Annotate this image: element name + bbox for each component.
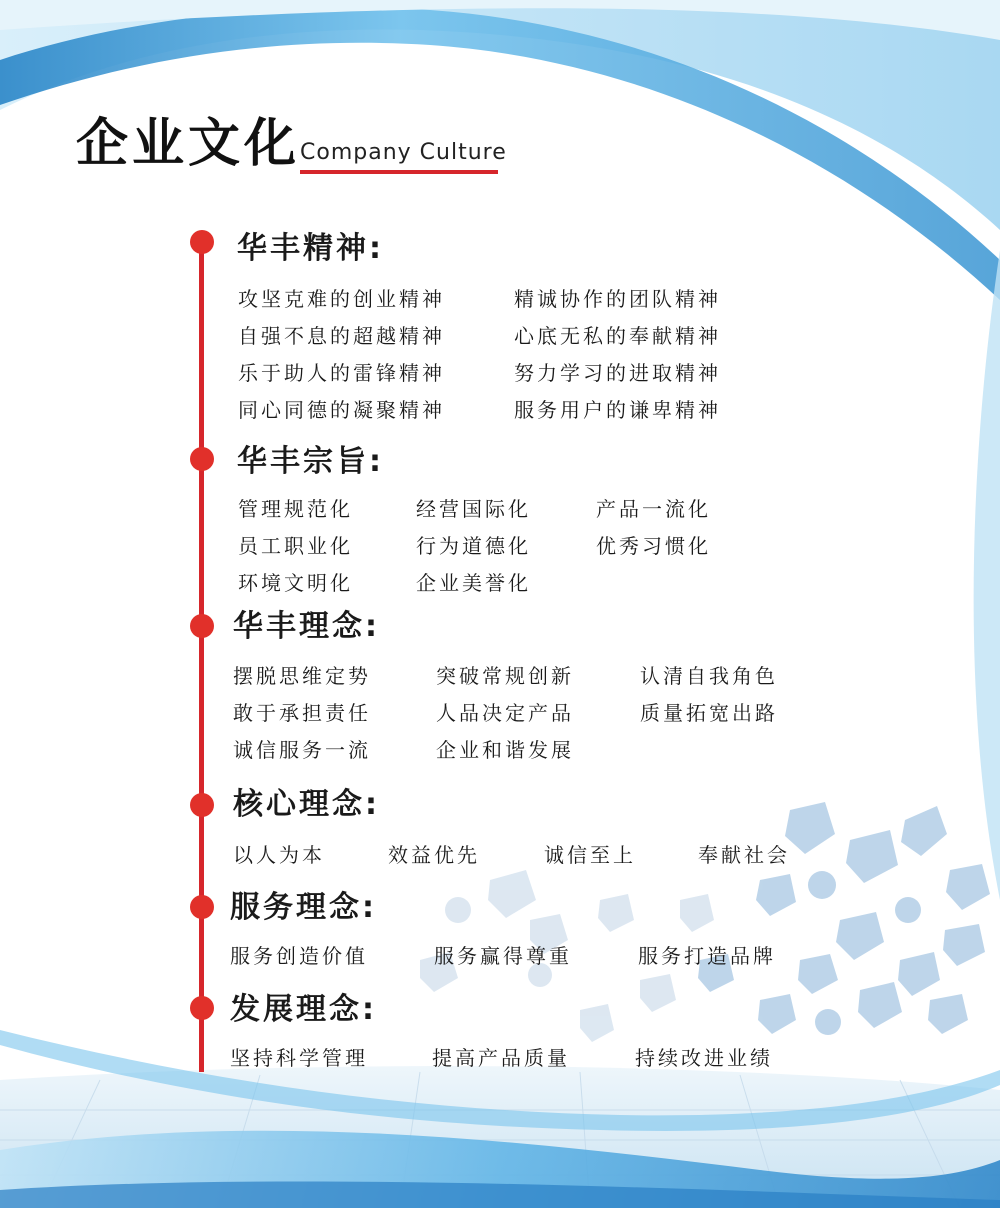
section-item: 持续改进业绩 (635, 1046, 773, 1070)
timeline-dot (190, 230, 214, 254)
section-item: 效益优先 (388, 843, 480, 867)
section-title: 华丰精神: (237, 231, 384, 266)
timeline-dot (190, 996, 214, 1020)
section-item: 精诚协作的团队精神 (514, 287, 721, 311)
section-item: 优秀习惯化 (596, 534, 711, 558)
section-item: 质量拓宽出路 (640, 701, 778, 725)
section-item: 服务用户的谦卑精神 (514, 398, 721, 422)
section-item: 坚持科学管理 (230, 1046, 368, 1070)
title-underline (300, 170, 498, 174)
section-item: 突破常规创新 (436, 664, 574, 688)
timeline-dot (190, 447, 214, 471)
section-title: 发展理念: (230, 992, 377, 1027)
section-item: 服务创造价值 (230, 944, 368, 968)
timeline-line (199, 242, 204, 1072)
section-title: 服务理念: (230, 890, 377, 925)
section-item: 企业美誉化 (416, 571, 531, 595)
section-item: 自强不息的超越精神 (238, 324, 445, 348)
page-subtitle: Company Culture (300, 140, 507, 165)
section-item: 提高产品质量 (432, 1046, 570, 1070)
section-item: 努力学习的进取精神 (514, 361, 721, 385)
timeline-dot (190, 895, 214, 919)
section-item: 行为道德化 (416, 534, 531, 558)
section-item: 攻坚克难的创业精神 (238, 287, 445, 311)
section-item: 敢于承担责任 (233, 701, 371, 725)
section-item: 同心同德的凝聚精神 (238, 398, 445, 422)
section-item: 以人为本 (233, 843, 325, 867)
section-item: 摆脱思维定势 (233, 664, 371, 688)
section-item: 员工职业化 (238, 534, 353, 558)
page-title: 企业文化 (76, 114, 301, 174)
section-item: 服务打造品牌 (638, 944, 776, 968)
section-item: 诚信至上 (544, 843, 636, 867)
section-item: 服务赢得尊重 (434, 944, 572, 968)
section-item: 奉献社会 (698, 843, 790, 867)
section-item: 乐于助人的雷锋精神 (238, 361, 445, 385)
section-item: 人品决定产品 (436, 701, 574, 725)
timeline-dot (190, 793, 214, 817)
section-item: 产品一流化 (596, 497, 711, 521)
timeline-dot (190, 614, 214, 638)
section-item: 管理规范化 (238, 497, 353, 521)
section-item: 企业和谐发展 (436, 738, 574, 762)
section-item: 认清自我角色 (640, 664, 778, 688)
section-item: 心底无私的奉献精神 (514, 324, 721, 348)
section-item: 诚信服务一流 (233, 738, 371, 762)
section-title: 核心理念: (233, 787, 380, 822)
section-item: 经营国际化 (416, 497, 531, 521)
section-title: 华丰理念: (233, 609, 380, 644)
section-item: 环境文明化 (238, 571, 353, 595)
section-title: 华丰宗旨: (237, 444, 384, 479)
